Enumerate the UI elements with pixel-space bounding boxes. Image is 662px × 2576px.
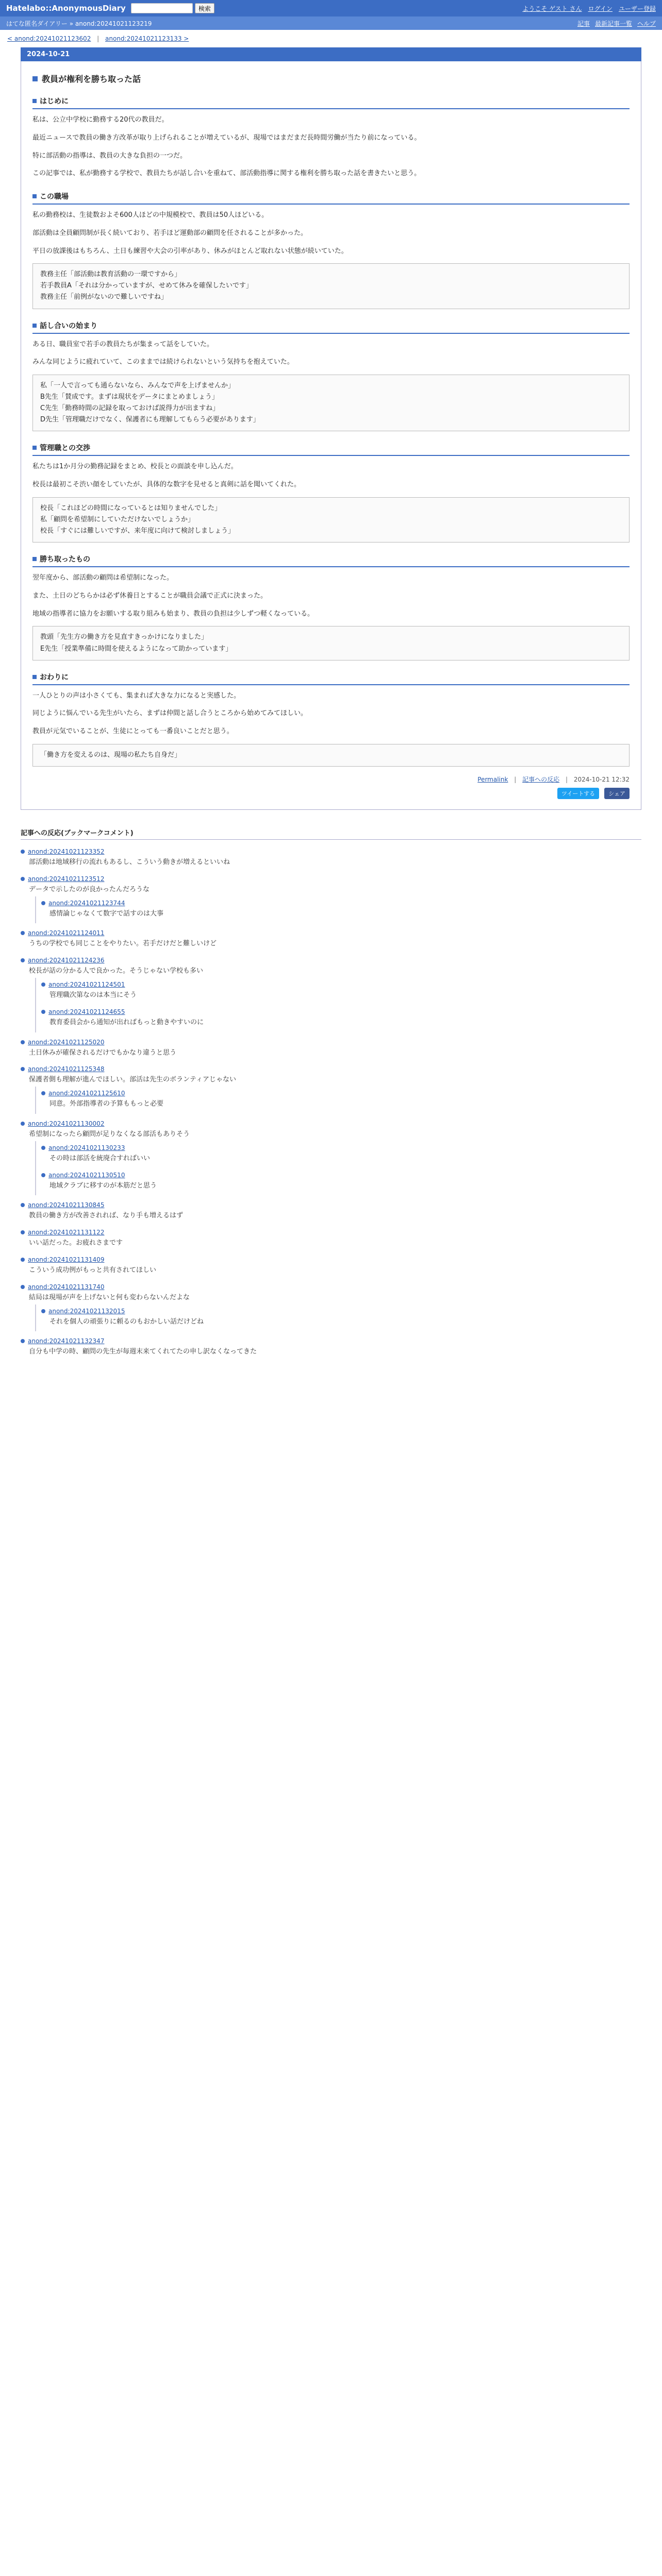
- comment-header: [21, 1229, 641, 1236]
- section-heading-row: [32, 554, 630, 567]
- reply-item: [35, 1304, 641, 1332]
- subbar-link-entry[interactable]: 記事: [577, 20, 590, 27]
- reply-header: [41, 981, 641, 988]
- reply-body: 管理職次第なのは本当にそう: [49, 991, 137, 999]
- reply-header: [41, 1308, 641, 1315]
- comment-link[interactable]: anond:20241021131122: [28, 1229, 105, 1236]
- tweet-button[interactable]: ツイートする: [557, 788, 599, 799]
- comment-body: うちの学校でも同じことをやりたい。若手だけだと難しいけど: [29, 940, 217, 948]
- header-links: [522, 4, 656, 13]
- subbar-link-help[interactable]: ヘルプ: [637, 20, 656, 27]
- section-heading: この職場: [40, 193, 69, 201]
- comment-body: 校長が話の分かる人で良かった。そうじゃない学校も多い: [29, 967, 204, 975]
- section-heading: 勝ち取ったもの: [40, 555, 90, 564]
- prev-entry-link[interactable]: < anond:20241021123602: [7, 35, 91, 42]
- quote-line: 教務主任「部活動は教育活動の一環ですから」: [40, 270, 181, 279]
- entry-paragraph: 私の勤務校は、生徒数およそ600人ほどの中規模校で、教員は50人ほどいる。: [32, 211, 269, 219]
- comment-item: [21, 845, 641, 872]
- pager-separator: |: [97, 35, 100, 42]
- entry-time: 2024-10-21 12:32: [573, 775, 630, 783]
- comment-header: [21, 848, 641, 855]
- site-logo[interactable]: Hatelabo::AnonymousDiary: [6, 4, 126, 13]
- reply-item: [35, 1141, 641, 1168]
- reply-body: それを個人の頑張りに頼るのもおかしい話だけどね: [49, 1317, 204, 1326]
- section-heading: 管理職との交渉: [40, 444, 90, 453]
- heading-square-icon: [32, 446, 37, 450]
- comment-bullet-icon: [21, 1339, 25, 1343]
- header-link-welcome[interactable]: ようこそ ゲスト さん: [522, 5, 582, 12]
- comment-item: [21, 1253, 641, 1280]
- entry-footer: [32, 775, 630, 784]
- entry-paragraph: ある日、職員室で若手の教員たちが集まって話をしていた。: [32, 340, 214, 348]
- comment-bullet-icon: [21, 877, 25, 881]
- entry-body: [21, 61, 641, 810]
- entry-paragraph: 教員が元気でいることが、生徒にとっても一番良いことだと思う。: [32, 727, 234, 736]
- comment-link[interactable]: anond:20241021130845: [28, 1201, 105, 1209]
- reply-item: [35, 1168, 641, 1196]
- comment-link[interactable]: anond:20241021125348: [28, 1065, 105, 1073]
- quote-line: C先生「勤務時間の記録を取っておけば説得力が出ますね」: [40, 404, 220, 413]
- reply-link[interactable]: anond:20241021125610: [48, 1090, 125, 1097]
- comment-body: 教員の働き方が改善されれば、なり手も増えるはず: [29, 1212, 184, 1220]
- reply-bullet-icon: [41, 1010, 45, 1014]
- sub-bar: [0, 16, 662, 30]
- entry-paragraph: 地域の指導者に協力をお願いする取り組みも始まり、教員の負担は少しずつ軽くなっている。: [32, 609, 315, 618]
- reply-header: [41, 900, 641, 907]
- quote-line: D先生「管理職だけでなく、保護者にも理解してもらう必要があります」: [40, 416, 260, 424]
- reply-bullet-icon: [41, 1146, 45, 1150]
- comment-link[interactable]: anond:20241021131409: [28, 1256, 105, 1263]
- heading-square-icon: [32, 675, 37, 679]
- reply-bullet-icon: [41, 982, 45, 987]
- reply-link[interactable]: anond:20241021130233: [48, 1144, 125, 1151]
- heading-square-icon: [32, 324, 37, 328]
- comment-bullet-icon: [21, 1230, 25, 1234]
- subbar-link-latest[interactable]: 最新記事一覧: [594, 20, 632, 27]
- comment-header: [21, 1039, 641, 1046]
- quote-line: 私「一人で言っても通らないなら、みんなで声を上げませんか」: [40, 382, 235, 390]
- reply-link[interactable]: anond:20241021130510: [48, 1171, 125, 1179]
- comment-body: 自分も中学の時、顧問の先生が毎週末来てくれてたの申し訳なくなってきた: [29, 1348, 257, 1356]
- permalink[interactable]: Permalink: [477, 775, 508, 783]
- reply-bullet-icon: [41, 1173, 45, 1177]
- quote-line: 教務主任「前例がないので難しいですね」: [40, 293, 168, 301]
- comment-header: [21, 1065, 641, 1073]
- comment-bullet-icon: [21, 931, 25, 935]
- reply-header: [41, 1090, 641, 1097]
- comment-bullet-icon: [21, 958, 25, 962]
- reply-link[interactable]: anond:20241021124655: [48, 1008, 125, 1015]
- comment-item: [21, 1334, 641, 1362]
- section-heading-row: [32, 443, 630, 456]
- subbar-breadcrumb[interactable]: はてな匿名ダイアリー » anond:20241021123219: [6, 20, 152, 27]
- comment-header: [21, 1283, 641, 1291]
- quote-line: 校長「すぐには難しいですが、来年度に向けて検討しましょう」: [40, 527, 235, 535]
- reply-body: 地域クラブに移すのが本筋だと思う: [49, 1181, 157, 1190]
- entry-paragraph: 最近ニュースで教員の働き方改革が取り上げられることが増えているが、現場ではまだまだ長時間労働が当たり前になっている。: [32, 133, 421, 142]
- search-input[interactable]: [131, 3, 193, 13]
- comment-header: [21, 1120, 641, 1127]
- quote-line: E先生「授業準備に時間を使えるようになって助かっています」: [40, 645, 233, 653]
- entry-title-row: [32, 73, 630, 84]
- next-entry-link[interactable]: anond:20241021123133 >: [105, 35, 189, 42]
- comment-item: [21, 1117, 641, 1198]
- pager: [0, 30, 662, 47]
- reply-header: [41, 1172, 641, 1179]
- comment-bullet-icon: [21, 1122, 25, 1126]
- comment-item: [21, 1062, 641, 1117]
- title-square-icon: [32, 76, 38, 81]
- reply-item: [35, 978, 641, 1005]
- comment-header: [21, 1337, 641, 1345]
- entry-paragraph: 同じように悩んでいる先生がいたら、まずは仲間と話し合うところから始めてみてほしい。: [32, 709, 308, 718]
- footer-separator-2: |: [565, 775, 568, 783]
- comment-bullet-icon: [21, 850, 25, 854]
- footer-separator: |: [514, 775, 517, 783]
- quote-line: B先生「賛成です。まずは現状をデータにまとめましょう」: [40, 393, 219, 401]
- share-buttons: [32, 788, 630, 799]
- entry-paragraph: 校長は最初こそ渋い顔をしていたが、具体的な数字を見せると真剣に話を聞いてくれた。: [32, 481, 301, 489]
- comment-body: こういう成功例がもっと共有されてほしい: [29, 1266, 157, 1274]
- entry-paragraph: みんな同じように疲れていて、このままでは続けられないという気持ちを抱えていた。: [32, 358, 294, 366]
- reply-item: [35, 1005, 641, 1032]
- entry-paragraph: 平日の放課後はもちろん、土日も練習や大会の引率があり、休みがほとんど取れない状態が続いていた。: [32, 247, 348, 255]
- quote-line: 若手教員A「それは分かっていますが、せめて休みを確保したいです」: [40, 282, 253, 290]
- comment-body: 結局は現場が声を上げないと何も変わらないんだよな: [29, 1293, 190, 1301]
- comment-body: 保護者側も理解が進んでほしい。部活は先生のボランティアじゃない: [29, 1076, 236, 1084]
- comment-link[interactable]: anond:20241021123352: [28, 848, 105, 855]
- comment-link[interactable]: anond:20241021125020: [28, 1038, 105, 1046]
- reply-link[interactable]: anond:20241021124501: [48, 980, 125, 988]
- quote-line: 教頭「先生方の働き方を見直すきっかけになりました」: [40, 633, 208, 641]
- comment-item: [21, 1198, 641, 1226]
- reply-header: [41, 1008, 641, 1015]
- comment-body: 部活動は地域移行の流れもあるし、こういう動きが増えるといいね: [29, 858, 230, 866]
- entry-paragraph: 部活動は全員顧問制が長く続いており、若手ほど運動部の顧問を任されることが多かった。: [32, 229, 308, 237]
- header-link-login[interactable]: ログイン: [588, 5, 613, 12]
- quote-box: [32, 375, 630, 431]
- comment-body: いい話だった。お疲れさまです: [29, 1239, 123, 1247]
- heading-square-icon: [32, 99, 37, 103]
- comment-header: [21, 1256, 641, 1263]
- quote-box: [32, 744, 630, 767]
- section-heading-row: [32, 672, 630, 685]
- reply-body: 教育委員会から通知が出ればもっと動きやすいのに: [49, 1018, 204, 1026]
- record-link[interactable]: 記事への反応: [522, 775, 560, 783]
- header-link-register[interactable]: ユーザー登録: [618, 5, 656, 12]
- entry-paragraph: 翌年度から、部活動の顧問は希望制になった。: [32, 574, 174, 582]
- comment-bullet-icon: [21, 1258, 25, 1262]
- section-heading: はじめに: [40, 97, 69, 106]
- comment-body: 希望制になったら顧問が足りなくなる部活もありそう: [29, 1130, 190, 1138]
- quote-line: 校長「これほどの時間になっているとは知りませんでした」: [40, 504, 222, 512]
- top-bar: [0, 0, 662, 16]
- comment-body: 土日休みが確保されるだけでもかなり違うと思う: [29, 1048, 177, 1057]
- reply-link[interactable]: anond:20241021132015: [48, 1307, 125, 1315]
- quote-box: [32, 497, 630, 543]
- comment-body: データで示したのが良かったんだろうな: [29, 885, 150, 893]
- reply-bullet-icon: [41, 1091, 45, 1095]
- search-button[interactable]: 検索: [195, 3, 214, 13]
- comment-header: [21, 929, 641, 937]
- comment-bullet-icon: [21, 1067, 25, 1071]
- comment-link[interactable]: anond:20241021123512: [28, 875, 105, 883]
- entry-paragraph: また、土日のどちらかは必ず休養日とすることが職員会議で正式に決まった。: [32, 591, 268, 600]
- subbar-links: [577, 19, 656, 28]
- comment-item: [21, 872, 641, 927]
- comment-header: [21, 875, 641, 883]
- section-heading-row: [32, 191, 630, 205]
- comment-item: [21, 1036, 641, 1063]
- reply-item: [35, 896, 641, 924]
- comment-header: [21, 957, 641, 964]
- reply-body: 同意。外部指導者の予算ももっと必要: [49, 1100, 164, 1108]
- comment-bullet-icon: [21, 1203, 25, 1207]
- reply-bullet-icon: [41, 1309, 45, 1313]
- heading-square-icon: [32, 194, 37, 198]
- reply-body: その時は部活を統廃合すればいい: [49, 1154, 151, 1162]
- reply-link[interactable]: anond:20241021123744: [48, 899, 125, 907]
- section-heading-row: [32, 320, 630, 334]
- comment-bullet-icon: [21, 1285, 25, 1289]
- section-heading: おわりに: [40, 673, 69, 682]
- comment-link[interactable]: anond:20241021131740: [28, 1283, 105, 1291]
- quote-line: 「働き方を変えるのは、現場の私たち自身だ」: [40, 751, 181, 759]
- comment-link[interactable]: anond:20241021124011: [28, 929, 105, 937]
- comment-item: [21, 954, 641, 1035]
- entry-paragraph: 私は、公立中学校に勤務する20代の教員だ。: [32, 116, 169, 124]
- section-heading: 話し合いの始まり: [40, 321, 97, 330]
- entry-title[interactable]: 教員が権利を勝ち取った話: [42, 74, 141, 84]
- reply-header: [41, 1144, 641, 1151]
- main-column: [21, 47, 641, 1362]
- entry-paragraph: 特に部活動の指導は、教員の大きな負担の一つだ。: [32, 151, 187, 160]
- reply-body: 感情論じゃなくて数字で話すのは大事: [49, 909, 164, 918]
- comment-bullet-icon: [21, 1040, 25, 1044]
- reply-item: [35, 1087, 641, 1114]
- reply-bullet-icon: [41, 901, 45, 905]
- entry-date: 2024-10-21: [21, 47, 641, 61]
- comment-link[interactable]: anond:20241021124236: [28, 957, 105, 964]
- quote-line: 私「顧問を希望制にしていただけないでしょうか」: [40, 516, 195, 523]
- facebook-share-button[interactable]: シェア: [604, 788, 630, 799]
- quote-box: [32, 263, 630, 309]
- comment-list: [21, 845, 641, 1362]
- comment-item: [21, 926, 641, 954]
- entry-paragraph: 私たちは1か月分の勤務記録をまとめ、校長との面談を申し込んだ。: [32, 463, 238, 471]
- heading-square-icon: [32, 557, 37, 561]
- entry-paragraph: この記事では、私が勤務する学校で、教員たちが話し合いを重ねて、部活動指導に関する権利を勝ち取った話を書きたいと思う。: [32, 170, 421, 178]
- comments-heading: 記事への反応(ブックマークコメント): [21, 825, 641, 840]
- comment-item: [21, 1226, 641, 1253]
- section-heading-row: [32, 96, 630, 109]
- comments-section: [21, 825, 641, 1362]
- comment-link[interactable]: anond:20241021130002: [28, 1120, 105, 1127]
- quote-box: [32, 626, 630, 660]
- entry-paragraph: 一人ひとりの声は小さくても、集まれば大きな力になると実感した。: [32, 691, 241, 700]
- comment-item: [21, 1280, 641, 1335]
- entry-sections: [32, 96, 630, 767]
- comment-header: [21, 1201, 641, 1209]
- comment-link[interactable]: anond:20241021132347: [28, 1337, 105, 1345]
